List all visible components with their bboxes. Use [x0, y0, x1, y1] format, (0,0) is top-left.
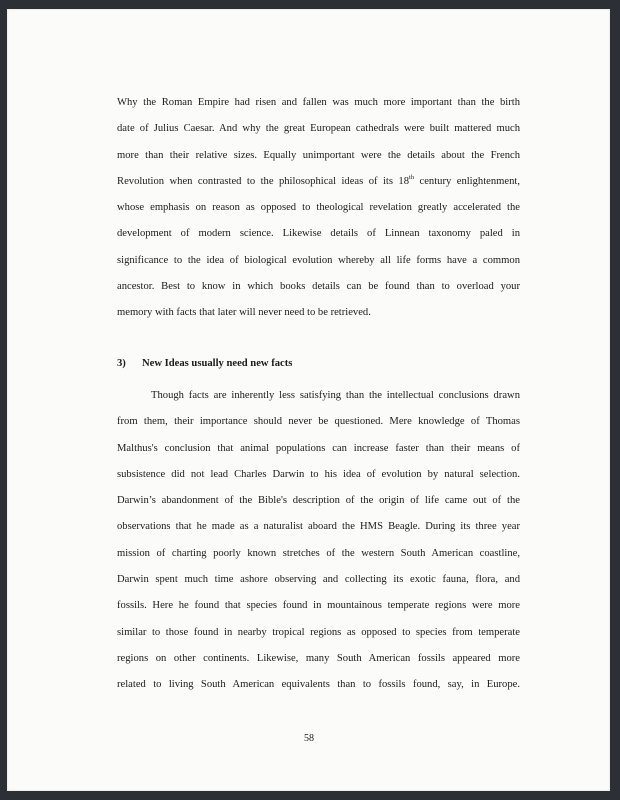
paragraph-line-with-superscript: [117, 169, 520, 195]
paragraph-line: regions on other continents. Likewise, many South American fossils appeared more: [117, 652, 520, 664]
paper-sheet: [7, 9, 610, 791]
section-title: New Ideas usually need new facts: [142, 358, 293, 369]
paragraph-line: more than their relative sizes. Equally unimportant were the details about the French: [117, 149, 520, 161]
ordinal-superscript: th: [409, 173, 415, 181]
paragraph-1: [117, 90, 520, 327]
paragraph-line: whose emphasis on reason as opposed to theological revelation greatly accelerated the: [117, 202, 520, 214]
paragraph-line: Though facts are inherently less satisfying than the intellectual conclusions drawn: [151, 390, 520, 401]
paragraph-line: Darwin’s abandonment of the Bible's description of the origin of life came out of the: [117, 495, 520, 507]
paragraph-line: development of modern science. Likewise details of Linnean taxonomy paled in: [117, 228, 520, 240]
line-text-suffix: century enlightenment,: [419, 175, 520, 187]
page-number: 58: [304, 733, 314, 744]
paragraph-line: similar to those found in nearby tropical regions as opposed to species from temperate: [117, 626, 520, 638]
paragraph-line: significance to the idea of biological evolution whereby all life forms have a common: [117, 254, 520, 266]
line-text-prefix: Revolution when contrasted to the philosophical ideas of its 18: [117, 175, 410, 187]
paragraph-line: subsistence did not lead Charles Darwin to his idea of evolution by natural selection.: [117, 468, 520, 480]
paragraph-line: from them, their importance should never be questioned. Mere knowledge of Thomas: [117, 416, 520, 428]
paragraph-line: observations that he made as a naturalist aboard the HMS Beagle. During its three year: [117, 521, 520, 533]
paragraph-line: date of Julius Caesar. And why the great European cathedrals were built mattered much: [117, 123, 520, 135]
paragraph-line: Darwin spent much time ashore observing and collecting its exotic fauna, flora, and: [117, 574, 520, 586]
paragraph-line: memory with facts that later will never need to be retrieved.: [117, 307, 371, 319]
paragraph-line: ancestor. Best to know in which books details can be found than to overload your: [117, 281, 520, 293]
paragraph-line: mission of charting poorly known stretches of the western South American coastline,: [117, 547, 520, 559]
paragraph-2: [117, 383, 520, 699]
paragraph-line: related to living South American equivalents than to fossils found, say, in Europe.: [117, 679, 520, 691]
section-number: 3): [117, 358, 126, 369]
paragraph-line: Malthus's conclusion that animal populations can increase faster than their means of: [117, 442, 520, 454]
paragraph-line: fossils. Here he found that species found in mountainous temperate regions were more: [117, 600, 520, 612]
paragraph-line: Why the Roman Empire had risen and fallen was much more important than the birth: [117, 97, 520, 108]
section-heading: [117, 358, 292, 369]
